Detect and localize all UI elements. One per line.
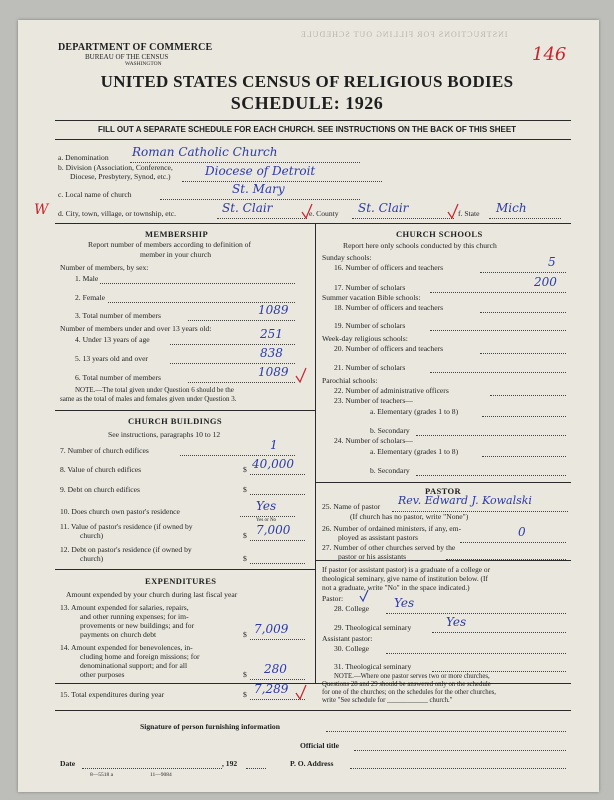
denomination-value[interactable]: Roman Catholic Church	[132, 145, 278, 159]
q17-line	[430, 292, 566, 293]
q24b-line	[416, 475, 566, 476]
buildings-sub: See instructions, paragraphs 10 to 12	[108, 430, 221, 439]
print-number: 11—9084	[150, 772, 172, 778]
membership-sub-2: member in your church	[140, 250, 212, 259]
q1-male-label: 1. Male	[75, 274, 99, 283]
department-name: DEPARTMENT OF COMMERCE	[58, 42, 213, 53]
q2-female-label: 2. Female	[75, 293, 105, 302]
q10-value[interactable]: Yes	[256, 499, 277, 513]
membership-note-2: same as the total of males and females given under Question 3.	[60, 395, 237, 403]
q27-label-2: pastor or his assistants	[338, 552, 407, 561]
q14-value[interactable]: 280	[264, 662, 287, 676]
q23-label: 23. Number of teachers—	[334, 396, 413, 405]
header-rule-bottom	[55, 139, 571, 140]
q15-dollar: $	[243, 690, 247, 699]
q7-label: 7. Number of church edifices	[60, 446, 149, 455]
q13-label-4: payments on church debt	[80, 630, 157, 639]
q22-line	[490, 395, 566, 396]
q27-label-1: 27. Number of other churches served by the	[322, 543, 456, 552]
q11-value[interactable]: 7,000	[256, 523, 291, 537]
q12-label-2: church)	[80, 554, 104, 563]
assistant-subheading: Assistant pastor:	[322, 634, 373, 643]
q16-label: 16. Number of officers and teachers	[334, 263, 444, 272]
membership-note-1: NOTE.—The total given under Question 6 should be the	[75, 386, 234, 394]
q5-over13-value[interactable]: 838	[260, 346, 283, 360]
membership-bottom-rule	[55, 410, 315, 411]
q13-label-1: 13. Amount expended for salaries, repairs,	[60, 603, 189, 612]
local-name-label: c. Local name of church	[58, 190, 132, 199]
q13-label-2: and other running expenses; for im-	[80, 612, 189, 621]
city-label: d. City, town, village, or township, etc.	[58, 209, 177, 218]
q8-label: 8. Value of church edifices	[60, 465, 142, 474]
bureau-name: BUREAU OF THE CENSUS	[85, 53, 169, 61]
q15-label: 15. Total expenditures during year	[60, 690, 165, 699]
q12-line	[250, 563, 305, 564]
county-line	[352, 218, 454, 219]
q9-line	[250, 494, 305, 495]
date-line[interactable]	[82, 768, 222, 769]
q20-label: 20. Number of officers and teachers	[334, 344, 444, 353]
schedule-title: SCHEDULE: 1926	[230, 93, 384, 113]
county-label: e. County	[309, 209, 339, 218]
q11-line	[250, 540, 305, 541]
q29-label: 29. Theological seminary	[334, 623, 412, 632]
year-line[interactable]	[246, 768, 266, 769]
q30-line	[386, 653, 566, 654]
q31-line	[432, 671, 566, 672]
form-title: UNITED STATES CENSUS OF RELIGIOUS BODIES	[100, 72, 514, 91]
q11-label-1: 11. Value of pastor's residence (if owned by	[60, 522, 193, 531]
graduate-instr-2: theological seminary, give name of institution below. (If	[322, 574, 488, 583]
denomination-label: a. Denomination	[58, 153, 109, 162]
q26-line	[460, 542, 566, 543]
q25-label: 25. Name of pastor	[322, 502, 381, 511]
q24b-label: b. Secondary	[370, 466, 410, 475]
q22-label: 22. Number of administrative officers	[334, 386, 449, 395]
q8-dollar: $	[243, 465, 247, 474]
footer-rule	[55, 710, 571, 711]
q29-line	[432, 632, 566, 633]
q14-line	[250, 679, 305, 680]
q14-label-1: 14. Amount expended for benevolences, in-	[60, 643, 193, 652]
q14-label-4: other purposes	[80, 670, 125, 679]
q23b-line	[416, 435, 566, 436]
q28-label: 28. College	[334, 604, 370, 613]
division-value[interactable]: Diocese of Detroit	[205, 164, 316, 178]
q5-over13-label: 5. 13 years old and over	[75, 354, 148, 363]
q1-line	[100, 283, 295, 284]
state-line	[489, 218, 561, 219]
q25-note: (If church has no pastor, write "None")	[350, 512, 469, 521]
q24a-line	[482, 456, 566, 457]
q9-label: 9. Debt on church edifices	[60, 485, 140, 494]
page-number: 146	[532, 44, 567, 65]
q3-line	[188, 320, 295, 321]
q26-value[interactable]: 0	[518, 525, 526, 539]
q5-line	[170, 363, 295, 364]
bureau-city: WASHINGTON	[125, 61, 162, 67]
pastor-note-1: NOTE.—Where one pastor serves two or more churches,	[334, 673, 490, 680]
summer-label: Summer vacation Bible schools:	[322, 293, 421, 302]
q14-label-2: cluding home and foreign missions; for	[80, 652, 200, 661]
q13-line	[250, 639, 305, 640]
official-title-line[interactable]	[354, 750, 566, 751]
official-title-label: Official title	[300, 741, 340, 750]
year-label: , 192	[222, 759, 238, 768]
q13-value[interactable]: 7,009	[254, 622, 289, 636]
form-number: 8—5518 a	[90, 772, 114, 778]
q27-line	[446, 559, 566, 560]
state-label: f. State	[458, 209, 480, 218]
q16-value[interactable]: 5	[548, 255, 556, 269]
state-value[interactable]: Mich	[496, 201, 527, 215]
q3-total-label: 3. Total number of members	[75, 311, 162, 320]
q3-total-value[interactable]: 1089	[258, 303, 289, 317]
pastor-note-4: write "See schedule for ____________ church."	[322, 697, 453, 704]
division-label-1: b. Division (Association, Conference,	[58, 163, 173, 172]
margin-mark: W	[34, 202, 49, 218]
q9-dollar: $	[243, 485, 247, 494]
q7-value[interactable]: 1	[270, 438, 278, 452]
date-label: Date	[60, 759, 76, 768]
q23a-line	[482, 416, 566, 417]
q19-line	[430, 330, 566, 331]
q26-label-1: 26. Number of ordained ministers, if any, em-	[322, 524, 462, 533]
division-label-2: Diocese, Presbytery, Synod, etc.)	[70, 172, 171, 181]
q4-under13-label: 4. Under 13 years of age	[75, 335, 150, 344]
q4-line	[170, 344, 295, 345]
by-sex-label: Number of members, by sex:	[60, 263, 149, 272]
schools-heading: CHURCH SCHOOLS	[396, 229, 483, 239]
schools-sub: Report here only schools conducted by this church	[343, 241, 497, 250]
po-address-line[interactable]	[350, 768, 566, 769]
q18-line	[480, 312, 566, 313]
q17-label: 17. Number of scholars	[334, 283, 406, 292]
q8-value[interactable]: 40,000	[252, 457, 294, 471]
q21-line	[430, 372, 566, 373]
local-name-line	[160, 199, 360, 200]
q25-value[interactable]: Rev. Edward J. Kowalski	[398, 494, 532, 507]
q12-dollar: $	[243, 554, 247, 563]
signature-line[interactable]	[326, 731, 566, 732]
pastor-note-2: Questions 28 and 29 should be answered only on the schedule	[322, 681, 491, 688]
city-line	[217, 218, 307, 219]
q10-line	[240, 516, 295, 517]
q28-value[interactable]: Yes	[394, 596, 415, 610]
grid-center-rule	[315, 223, 316, 683]
expenditures-sub: Amount expended by your church during last fiscal year	[66, 590, 238, 599]
header-rule-top	[55, 120, 571, 121]
q17-value[interactable]: 200	[534, 275, 557, 289]
q10-label: 10. Does church own pastor's residence	[60, 507, 180, 516]
pastor-heading: PASTOR	[425, 486, 462, 496]
county-value[interactable]: St. Clair	[358, 201, 409, 215]
q30-label: 30. College	[334, 644, 370, 653]
schools-bottom-rule	[315, 482, 571, 483]
q23b-label: b. Secondary	[370, 426, 410, 435]
q15-line	[250, 699, 305, 700]
expenditures-heading: EXPENDITURES	[145, 576, 217, 586]
city-value[interactable]: St. Clair	[222, 201, 273, 215]
graduate-instr-3: not a graduate, write "No" in the space indicated.)	[322, 583, 470, 592]
q4-under13-value[interactable]: 251	[260, 327, 283, 341]
q28-line	[386, 613, 566, 614]
pastor-subheading: Pastor:	[322, 594, 344, 603]
q18-label: 18. Number of officers and teachers	[334, 303, 444, 312]
membership-heading: MEMBERSHIP	[145, 229, 209, 239]
buildings-bottom-rule	[55, 569, 315, 570]
q31-label: 31. Theological seminary	[334, 662, 412, 671]
q24-label: 24. Number of scholars—	[334, 436, 413, 445]
grid-top-rule	[55, 223, 571, 224]
yes-no-hint: Yes or No	[256, 518, 277, 523]
buildings-heading: CHURCH BUILDINGS	[128, 416, 223, 426]
q12-label-1: 12. Debt on pastor's residence (if owned by	[60, 545, 192, 554]
q14-label-3: denominational support; and for all	[80, 661, 188, 670]
q14-dollar: $	[243, 670, 247, 679]
by-age-label: Number of members under and over 13 years old:	[60, 324, 212, 333]
q21-label: 21. Number of scholars	[334, 363, 406, 372]
q23a-label: a. Elementary (grades 1 to 8)	[370, 407, 459, 416]
pastor-note-3: for one of the churches; on the schedules for the other churches,	[322, 689, 497, 696]
graduate-instr-1: If pastor (or assistant pastor) is a graduate of a college or	[322, 565, 491, 574]
q6-line	[188, 382, 295, 383]
q6-total-value[interactable]: 1089	[258, 365, 289, 379]
q6-total-label: 6. Total number of members	[75, 373, 162, 382]
q11-label-2: church)	[80, 531, 104, 540]
weekday-label: Week-day religious schools:	[322, 334, 408, 343]
q20-line	[480, 353, 566, 354]
sunday-label: Sunday schools:	[322, 253, 372, 262]
q16-line	[480, 272, 566, 273]
grid-bottom-rule	[55, 683, 571, 684]
parochial-label: Parochial schools:	[322, 376, 378, 385]
local-name-value[interactable]: St. Mary	[232, 182, 285, 196]
po-address-label: P. O. Address	[290, 759, 334, 768]
instruction-line: FILL OUT A SEPARATE SCHEDULE FOR EACH CHURCH. SEE INSTRUCTIONS ON THE BACK OF THIS SHEET	[97, 125, 517, 134]
q29-value[interactable]: Yes	[446, 615, 467, 629]
q24a-label: a. Elementary (grades 1 to 8)	[370, 447, 459, 456]
q11-dollar: $	[243, 531, 247, 540]
mirror-text: INSTRUCTIONS FOR FILLING OUT SCHEDULE	[300, 30, 508, 39]
q19-label: 19. Number of scholars	[334, 321, 406, 330]
q8-line	[250, 474, 305, 475]
q26-label-2: ployed as assistant pastors	[338, 533, 418, 542]
q13-dollar: $	[243, 630, 247, 639]
q7-line	[180, 455, 295, 456]
signature-label: Signature of person furnishing information	[140, 722, 280, 731]
q15-value[interactable]: 7,289	[254, 682, 289, 696]
q13-label-3: provements or new buildings; and for	[80, 621, 195, 630]
membership-sub-1: Report number of members according to definition of	[88, 240, 252, 249]
